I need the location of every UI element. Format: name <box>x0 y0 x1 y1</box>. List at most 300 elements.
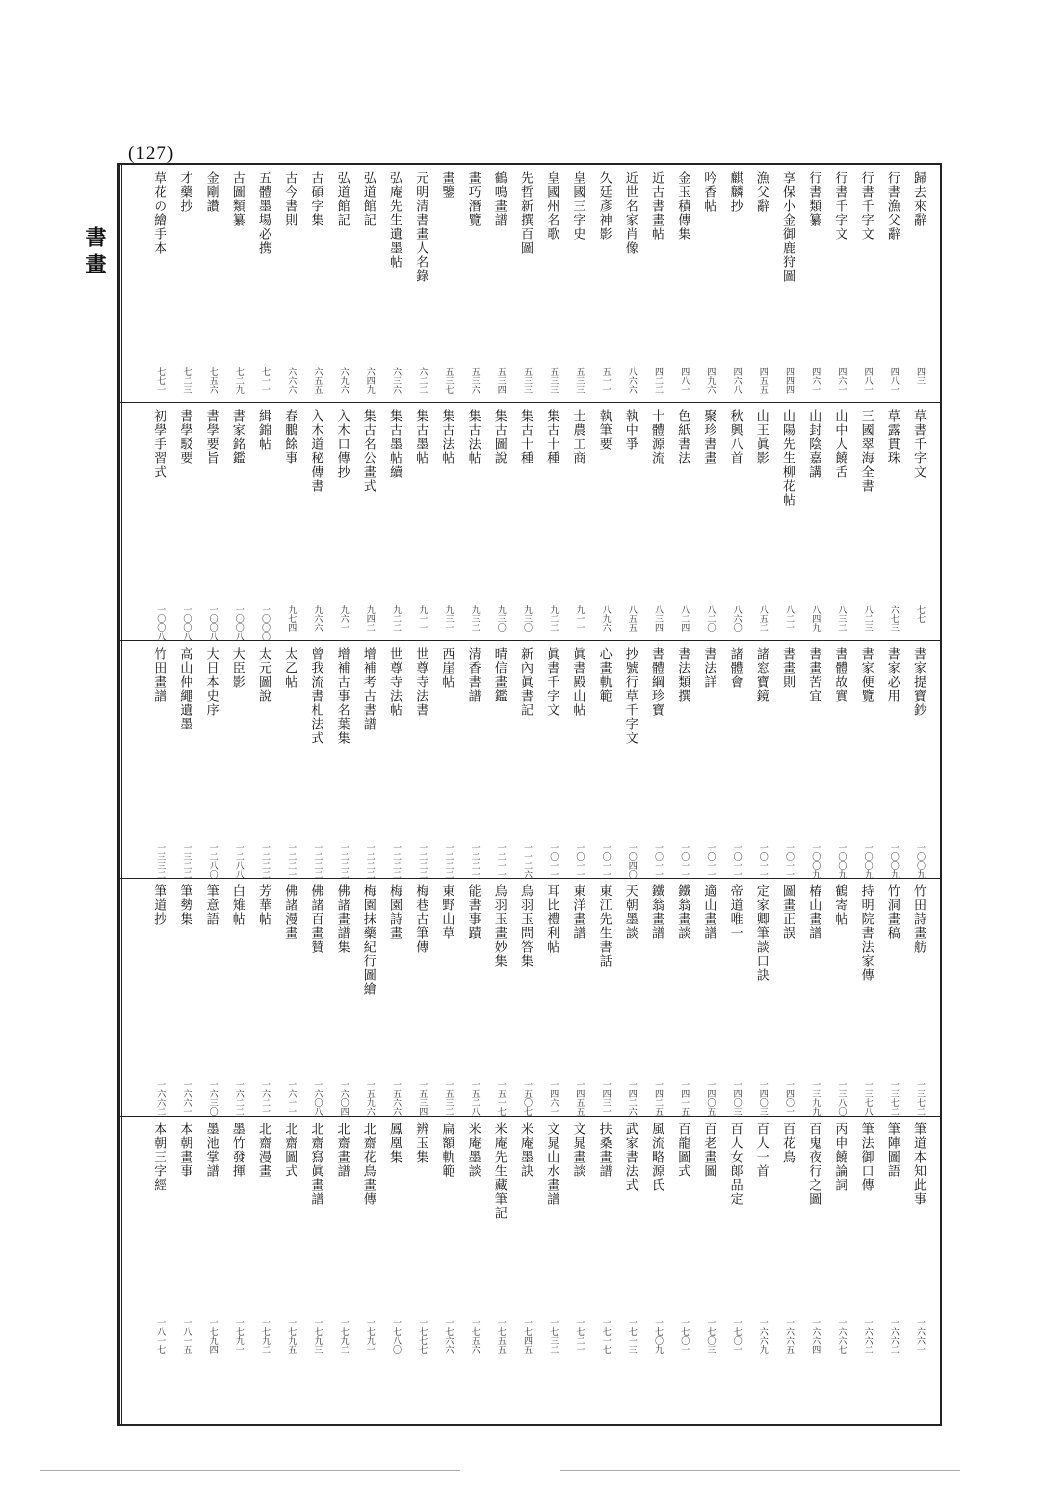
index-entry-title: 古圖類纂 <box>229 171 245 227</box>
index-entry-title: 適山畫譜 <box>701 884 717 941</box>
index-entry-title: 百人一首 <box>753 1122 769 1179</box>
index-entry-title: 歸去來辭 <box>911 171 926 227</box>
index-entry-page: 七二九 <box>233 367 244 394</box>
index-entry-page: 九六六 <box>312 604 323 632</box>
index-entry-page: 一二八八 <box>233 842 244 879</box>
index-entry-page: 一六六二 <box>155 1080 166 1117</box>
index-entry-page: 一七九一 <box>364 1318 375 1355</box>
index-entry-title: 米庵墨談 <box>465 1122 481 1179</box>
index-entry-page: 一〇一一 <box>784 842 794 879</box>
index-entry-page: 一三七八 <box>862 1080 873 1117</box>
index-entry-title: 梅巷古筆傳 <box>413 884 429 955</box>
index-entry-title: 諸體會 <box>727 646 743 689</box>
index-entry-title: 竹洞畫稿 <box>884 884 900 941</box>
index-entry-page: 一二二二 <box>364 842 375 879</box>
index-entry-title: 筆勢集 <box>177 884 193 927</box>
index-entry-title: 金玉積傳集 <box>675 171 691 241</box>
index-entry-page: 九三〇 <box>522 604 532 632</box>
index-entry-title: 筆法御口傳 <box>858 1122 874 1193</box>
index-entry-page: 一三九九 <box>810 1080 821 1117</box>
index-entry-title: 山陽先生柳花帖 <box>780 408 795 507</box>
index-entry-page: 一六六七 <box>836 1318 847 1355</box>
index-entry-title: 畫巧潛覽 <box>465 171 481 227</box>
index-entry-page: 一二二二 <box>443 842 454 879</box>
index-entry-title: 文晁畫談 <box>570 1122 586 1179</box>
index-entry-page: 一八一七 <box>155 1318 166 1355</box>
index-entry-title: 秋興八首 <box>727 408 743 465</box>
index-entry-title: 鳳凰集 <box>387 1122 402 1165</box>
index-entry-page: 四八一 <box>888 367 899 394</box>
index-entry-page: 一二二一 <box>469 842 480 879</box>
index-entry-page: 六七三 <box>888 604 899 632</box>
index-entry-title: 墨竹發揮 <box>229 1122 245 1179</box>
index-entry-title: 能書事蹟 <box>465 884 481 941</box>
index-entry-title: 才藥抄 <box>177 171 193 213</box>
index-entry-title: 集古法帖 <box>465 408 481 465</box>
index-entry-page: 七二三 <box>181 367 192 394</box>
index-entry-title: 北齋寫眞畫譜 <box>308 1122 324 1207</box>
index-entry-page: 八五五 <box>626 604 637 632</box>
index-entry-page: 五三七 <box>443 367 454 394</box>
index-entry-title: 梅園詩畫 <box>387 884 402 941</box>
index-entry-title: 鐵翁畫談 <box>675 884 691 941</box>
index-entry-page: 八四九 <box>810 604 821 632</box>
index-entry-page: 一七九四 <box>207 1318 218 1355</box>
index-entry-page: 一六六一 <box>181 1080 192 1117</box>
index-entry-page: 一七九三 <box>312 1318 323 1355</box>
index-entry-page: 四三 <box>915 367 925 385</box>
index-entry-page: 一六〇四 <box>338 1080 349 1117</box>
index-entry-page: 四八一 <box>679 367 690 394</box>
index-entry-title: 元明清書畫人名錄 <box>413 171 429 283</box>
index-entry-title: 皇國州名歌 <box>544 171 560 241</box>
index-entry-page: 五三三 <box>522 367 532 394</box>
index-entry-title: 佛諸漫畫 <box>282 884 298 941</box>
index-entry-page: 一二八〇 <box>207 842 218 879</box>
index-entry-title: 緝錦帖 <box>256 408 271 451</box>
index-entry-page: 八二〇 <box>705 604 716 632</box>
index-entry-title: 百花鳥 <box>780 1122 795 1165</box>
index-entry-title: 行書千字文 <box>858 171 874 241</box>
index-entry-title: 草花の繪手本 <box>151 171 167 255</box>
index-entry-title: 金剛讚 <box>203 171 219 213</box>
index-entry-title: 北齋圖式 <box>282 1122 298 1179</box>
index-entry-page: 一四〇三 <box>757 1080 768 1117</box>
index-entry-title: 執筆要 <box>596 408 612 451</box>
page-number: (127) <box>128 143 175 164</box>
index-entry-title: 漁父辭 <box>753 171 769 213</box>
index-entry-title: 北齋漫畫 <box>256 1122 271 1179</box>
index-entry-title: 草書千字文 <box>911 408 926 479</box>
index-entry-title: 諸窓寶鏡 <box>753 646 769 703</box>
index-entry-title: 墨池掌譜 <box>203 1122 219 1179</box>
section-label: 書畫 <box>83 226 108 280</box>
index-entry-page: 一四一五 <box>679 1080 690 1117</box>
index-entry-page: 一七八〇 <box>391 1318 401 1355</box>
index-entry-page: 一〇一一 <box>653 842 663 879</box>
index-entry-page: 一〇一一 <box>757 842 768 879</box>
index-entry-title: 集古法帖 <box>439 408 455 465</box>
index-entry-title: 書法詳 <box>701 646 717 689</box>
index-entry-title: 初學手習式 <box>151 408 167 479</box>
index-entry-page: 九六一 <box>338 604 349 632</box>
index-entry-title: 書法類撰 <box>675 646 691 703</box>
index-entry-title: 烏羽玉畫妙集 <box>491 884 507 969</box>
index-entry-title: 吟香帖 <box>701 171 717 213</box>
index-entry-page: 一〇〇九 <box>915 842 925 879</box>
index-entry-title: 畫鑒 <box>439 171 455 199</box>
index-entry-page: 四八一 <box>862 367 873 394</box>
index-entry-title: 扶桑畫譜 <box>596 1122 612 1179</box>
index-entry-title: 行書漁父辭 <box>884 171 900 241</box>
index-entry-page: 八六六 <box>626 367 637 394</box>
index-entry-page: 九三二 <box>469 604 480 632</box>
index-entry-page: 八二三 <box>862 604 873 632</box>
index-entry-page: 八二一 <box>784 604 794 632</box>
index-entry-page: 一四〇一 <box>784 1080 794 1117</box>
index-entry-title: 文晁山水畫譜 <box>544 1122 560 1207</box>
index-entry-title: 西崖帖 <box>439 646 455 689</box>
index-entry-page: 七七 <box>915 604 925 623</box>
index-entry-title: 書學要旨 <box>203 408 219 465</box>
index-entry-page: 一五一七 <box>495 1080 506 1117</box>
index-entry-title: 春鵬餘事 <box>282 408 298 465</box>
index-entry-title: 書家便覽 <box>858 646 874 703</box>
index-entry-page: 一四五五 <box>574 1080 585 1117</box>
index-entry-page: 九三〇 <box>495 604 506 632</box>
index-entry-page: 一〇〇八 <box>233 604 244 641</box>
index-entry-title: 增補古事名葉集 <box>334 646 350 745</box>
index-entry-page: 一七三二 <box>548 1318 559 1355</box>
index-entry-page: 一〇一一 <box>731 842 742 879</box>
index-entry-title: 草露貫珠 <box>884 408 900 465</box>
index-entry-page: 一二二二 <box>260 842 270 879</box>
index-entry-title: 筆陣圖語 <box>884 1122 900 1179</box>
index-entry-page: 九七四 <box>286 604 297 632</box>
index-entry-page: 八六〇 <box>731 604 742 632</box>
index-entry-page: 一六六四 <box>810 1318 821 1355</box>
index-entry-page: 一〇一一 <box>679 842 690 879</box>
index-entry-title: 晴信畫鑑 <box>491 646 507 703</box>
index-entry-page: 一二二一 <box>286 842 297 879</box>
index-entry-title: 百人女郞品定 <box>727 1122 743 1207</box>
index-entry-title: 山王眞影 <box>753 408 769 465</box>
index-entry-page: 一〇〇八 <box>181 604 192 641</box>
index-entry-title: 丙申饒論詞 <box>832 1122 848 1193</box>
index-entry-title: 椿山畫譜 <box>806 884 822 941</box>
index-entry-title: 聚珍書畫 <box>701 408 717 465</box>
index-entry-page: 一七四五 <box>522 1318 532 1355</box>
index-entry-title: 鶴寄帖 <box>832 884 848 927</box>
index-entry-title: 持明院書法家傳 <box>858 884 874 983</box>
index-entry-title: 執中爭 <box>622 408 638 451</box>
index-entry-page: 一七九五 <box>286 1318 297 1355</box>
index-entry-page: 一六二一 <box>260 1080 270 1117</box>
index-entry-page: 五三六 <box>469 367 480 394</box>
index-entry-title: 佛諸百畫贊 <box>308 884 324 955</box>
index-entry-title: 大日本史序 <box>203 646 219 717</box>
index-entry-title: 書畫則 <box>780 646 795 689</box>
index-entry-page: 九一一 <box>574 604 585 632</box>
index-entry-page: 八三二 <box>836 604 847 632</box>
index-entry-page: 一三七二 <box>915 1080 925 1117</box>
index-entry-title: 鶴鳴畫譜 <box>491 171 507 227</box>
index-entry-title: 高山仲繩遺墨 <box>177 646 193 731</box>
index-entry-page: 一三八〇 <box>836 1080 847 1117</box>
index-entry-page: 一七五六 <box>469 1318 480 1355</box>
index-entry-title: 百鬼夜行之圖 <box>806 1122 822 1207</box>
index-entry-page: 一六六二 <box>888 1318 899 1355</box>
index-entry-title: 太元圖說 <box>256 646 271 703</box>
index-entry-page: 五三四 <box>495 367 506 394</box>
index-entry-title: 百龍圖式 <box>675 1122 691 1179</box>
index-entry-title: 米庵墨訣 <box>518 1122 533 1179</box>
index-entry-title: 武家書法式 <box>622 1122 638 1193</box>
index-entry-page: 一〇〇九 <box>836 842 847 879</box>
index-entry-title: 定家卿筆談口訣 <box>753 884 769 983</box>
index-entry-page: 一四六一 <box>548 1080 559 1117</box>
index-entry-title: 心畫軌範 <box>596 646 612 703</box>
index-entry-title: 大臣影 <box>229 646 245 689</box>
index-entry-title: 山中人饒舌 <box>832 408 848 479</box>
index-entry-page: 一三七二 <box>888 1080 899 1117</box>
index-entry-page: 一七九二 <box>260 1318 270 1355</box>
index-entry-title: 行書類纂 <box>806 171 822 227</box>
index-entry-page: 五三三 <box>548 367 559 394</box>
index-entry-page: 八五二 <box>757 604 768 632</box>
index-entry-page: 一二二二 <box>391 842 401 879</box>
index-entry-page: 六九六 <box>338 367 349 394</box>
index-entry-page: 一〇一一 <box>600 842 611 879</box>
index-entry-page: 一七六六 <box>443 1318 454 1355</box>
index-entry-title: 世尊寺法帖 <box>387 646 402 717</box>
index-entry-page: 一六六五 <box>784 1318 794 1355</box>
index-entry-page: 一二二二 <box>312 842 323 879</box>
index-entry-title: 曾我流書札法式 <box>308 646 324 745</box>
index-entry-page: 一六六一 <box>915 1318 925 1355</box>
index-entry-title: 皇國三字史 <box>570 171 586 241</box>
index-entry-title: 增補考古書譜 <box>360 646 376 731</box>
index-entry-page: 一七二一 <box>574 1318 585 1355</box>
index-entry-page: 七一一 <box>260 367 270 394</box>
index-entry-title: 竹田畫譜 <box>151 646 167 703</box>
index-entry-page: 一七〇九 <box>653 1318 663 1355</box>
crop-line <box>40 1470 460 1471</box>
index-entry-page: 一〇一一 <box>705 842 716 879</box>
index-entry-title: 書家銘鑑 <box>229 408 245 465</box>
index-entry-page: 六四九 <box>364 367 375 394</box>
index-entry-page: 一四三一 <box>600 1080 611 1117</box>
index-entry-title: 鐵翁畫譜 <box>649 884 664 941</box>
index-entry-title: 竹田詩畫舫 <box>911 884 926 955</box>
index-entry-page: 八二四 <box>679 604 690 632</box>
index-entry-title: 士農工商 <box>570 408 586 465</box>
index-entry-page: 一六六九 <box>757 1318 768 1355</box>
index-entry-page: 八九六 <box>600 604 611 632</box>
index-entry-page: 七五六 <box>207 367 218 394</box>
index-entry-page: 一二二二 <box>338 842 349 879</box>
index-entry-title: 天朝墨談 <box>622 884 638 941</box>
index-entry-page: 九三一 <box>443 604 454 632</box>
index-entry-title: 山封陰嘉講 <box>806 408 822 479</box>
index-entry-page: 四六八 <box>731 367 742 394</box>
index-entry-title: 本朝畫事 <box>177 1122 193 1179</box>
index-entry-page: 六六六 <box>286 367 297 394</box>
index-entry-page: 八三四 <box>653 604 663 632</box>
index-entry-title: 白雉帖 <box>229 884 245 927</box>
index-entry-title: 芳華帖 <box>256 884 271 927</box>
index-entry-title: 北齋畫譜 <box>334 1122 350 1179</box>
index-entry-title: 佛諸畫譜集 <box>334 884 350 955</box>
index-entry-title: 麒麟抄 <box>727 171 743 213</box>
index-entry-title: 書體故實 <box>832 646 848 703</box>
index-entry-title: 弘庵先生遺墨帖 <box>387 171 402 269</box>
index-entry-page: 一五〇七 <box>522 1080 532 1117</box>
index-entry-page: 一五三二 <box>443 1080 454 1117</box>
index-entry-title: 清香書譜 <box>465 646 481 703</box>
index-entry-page: 一〇一一 <box>548 842 559 879</box>
index-entry-title: 書家提寶鈔 <box>911 646 926 717</box>
index-entry-page: 一七一三 <box>626 1318 637 1355</box>
index-entry-title: 扁額軌範 <box>439 1122 455 1179</box>
index-entry-title: 古碩字集 <box>308 171 324 227</box>
index-entry-title: 帝道唯一 <box>727 884 743 941</box>
index-entry-title: 書學駁要 <box>177 408 193 465</box>
index-entry-title: 烏羽玉問答集 <box>518 884 533 969</box>
index-entry-page: 六五五 <box>312 367 323 394</box>
index-entry-page: 一四〇三 <box>731 1080 742 1117</box>
index-entry-title: 行書千字文 <box>832 171 848 241</box>
index-entry-title: 集古十種 <box>518 408 533 465</box>
index-entry-page: 一六二二 <box>233 1080 244 1117</box>
crop-line <box>560 1470 960 1471</box>
index-entry-page: 九二二 <box>548 604 559 632</box>
index-entry-title: 入木道秘傳書 <box>308 408 324 493</box>
index-entry-title: 筆道抄 <box>151 884 167 927</box>
index-entry-title: 弘道館記 <box>334 171 350 227</box>
index-entry-page: 一三二二 <box>181 842 192 879</box>
frame-double-rule <box>119 165 122 1424</box>
index-entry-page: 一二二二 <box>417 842 428 879</box>
index-entry-page: 一一二六 <box>522 842 532 879</box>
index-entry-page: 一四二六 <box>626 1080 637 1117</box>
index-entry-page: 一四〇五 <box>705 1080 716 1117</box>
index-entry-page: 一七〇一 <box>679 1318 690 1355</box>
index-entry-page: 四四四 <box>784 367 794 394</box>
index-entry-title: 書畫苦宜 <box>806 646 822 703</box>
index-entry-title: 米庵先生藏筆記 <box>491 1122 507 1221</box>
index-entry-title: 風流略源氏 <box>649 1122 664 1193</box>
band-divider <box>119 402 940 403</box>
index-entry-page: 一七〇一 <box>731 1318 742 1355</box>
index-entry-page: 一七九二 <box>338 1318 349 1355</box>
index-entry-page: 一〇一一 <box>574 842 585 879</box>
index-entry-title: 北齋花鳥畫傳 <box>360 1122 376 1207</box>
index-entry-page: 一六六二 <box>862 1318 873 1355</box>
index-entry-title: 書家必用 <box>884 646 900 703</box>
index-entry-title: 筆道本知此事 <box>911 1122 926 1207</box>
index-entry-page: 七七一 <box>155 367 166 394</box>
index-entry-page: 四五五 <box>757 367 768 394</box>
index-entry-title: 耳比禮利帖 <box>544 884 560 955</box>
index-entry-page: 一七〇三 <box>705 1318 716 1355</box>
index-entry-page: 六二二 <box>417 367 428 394</box>
index-entry-title: 百老畫圖 <box>701 1122 717 1179</box>
index-entry-title: 入木口傳抄 <box>334 408 350 479</box>
index-entry-page: 一〇〇八 <box>207 604 218 641</box>
index-entry-page: 四六一 <box>810 367 821 394</box>
index-entry-page: 一四二五 <box>653 1080 663 1117</box>
index-entry-page: 一六三〇 <box>207 1080 218 1117</box>
index-entry-page: 九二二 <box>391 604 401 632</box>
index-entry-title: 東洋畫譜 <box>570 884 586 941</box>
index-entry-title: 五體墨場必携 <box>256 171 271 255</box>
index-entry-title: 新內眞書記 <box>518 646 533 717</box>
index-entry-title: 古今書則 <box>282 171 298 227</box>
index-entry-title: 抄號行草千字文 <box>622 646 638 745</box>
index-entry-page: 一〇〇九 <box>810 842 821 879</box>
index-entry-title: 先哲新撰百圖 <box>518 171 533 255</box>
index-entry-page: 一五六六 <box>391 1080 401 1117</box>
index-entry-page: 一〇〇〇 <box>260 604 270 641</box>
index-entry-title: 集古墨帖續 <box>387 408 402 479</box>
index-entry-title: 梅園抹藥紀行圖繪 <box>360 884 376 997</box>
index-entry-title: 弘道館記 <box>360 171 376 227</box>
index-entry-title: 十體源流 <box>649 408 664 465</box>
index-entry-page: 四九六 <box>705 367 716 394</box>
index-entry-page: 四六一 <box>836 367 847 394</box>
index-entry-title: 眞書殿山帖 <box>570 646 586 717</box>
index-entry-title: 近世名家肖像 <box>622 171 638 255</box>
index-entry-title: 圖畫正誤 <box>780 884 795 941</box>
index-entry-page: 一五二八 <box>469 1080 480 1117</box>
index-entry-page: 五一一 <box>600 367 611 394</box>
index-entry-title: 太乙帖 <box>282 646 298 689</box>
index-entry-page: 一〇〇八 <box>155 604 166 641</box>
index-entry-page: 九四二 <box>364 604 375 632</box>
index-entry-title: 本朝三字經 <box>151 1122 167 1193</box>
index-entry-page: 一六〇八 <box>312 1080 323 1117</box>
index-entry-title: 集古名公畫式 <box>360 408 376 493</box>
index-entry-page: 一七九一 <box>233 1318 244 1355</box>
index-entry-title: 集古墨帖 <box>413 408 429 465</box>
index-entry-page: 一五九六 <box>364 1080 375 1117</box>
index-entry-page: 一七一七 <box>600 1318 611 1355</box>
index-entry-title: 書體綱珍寶 <box>649 646 664 717</box>
index-entry-page: 一三三二 <box>155 842 166 879</box>
index-entry-title: 東野山草 <box>439 884 455 941</box>
index-entry-page: 一〇四〇 <box>626 842 637 879</box>
index-entry-page: 五三三 <box>574 367 585 394</box>
index-entry-page: 一七五五 <box>495 1318 506 1355</box>
index-entry-title: 色紙書法 <box>675 408 691 465</box>
index-entry-page: 一二一一 <box>495 842 506 879</box>
index-entry-page: 一八一五 <box>181 1318 192 1355</box>
index-entry-page: 九一一 <box>417 604 428 632</box>
index-frame <box>117 163 942 1426</box>
index-entry-page: 一〇〇九 <box>862 842 873 879</box>
index-entry-title: 世尊寺法書 <box>413 646 429 717</box>
index-entry-page: 一五三四 <box>417 1080 428 1117</box>
index-entry-page: 四二二 <box>653 367 663 394</box>
index-entry-title: 近古書畫帖 <box>649 171 664 241</box>
index-entry-page: 一七七七 <box>417 1318 428 1355</box>
index-entry-title: 辨玉集 <box>413 1122 429 1165</box>
index-entry-title: 久廷彥神影 <box>596 171 612 241</box>
index-entry-title: 集古圖說 <box>491 408 507 465</box>
index-entry-title: 集古十種 <box>544 408 560 465</box>
index-entry-page: 一六一一 <box>286 1080 297 1117</box>
